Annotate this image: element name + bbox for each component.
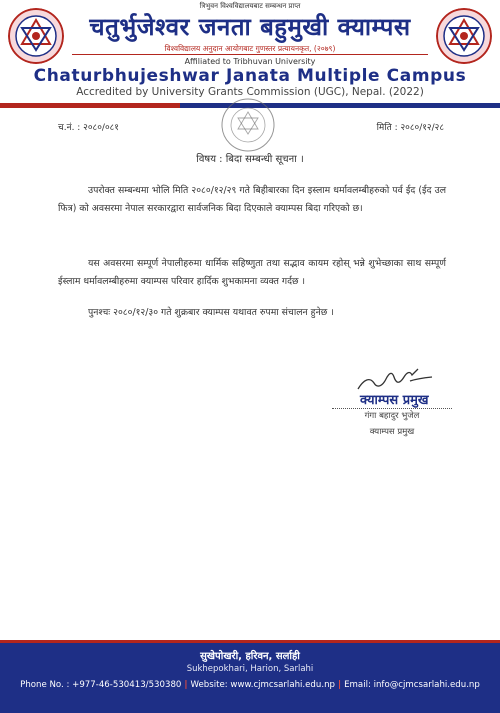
campus-name-english: Chaturbhujeshwar Janata Multiple Campus — [33, 66, 467, 86]
footer-website-link[interactable]: Website: www.cjmcsarlahi.edu.np — [190, 680, 335, 690]
separator: | — [337, 680, 342, 690]
footer-email-link[interactable]: Email: info@cjmcsarlahi.edu.np — [344, 680, 480, 690]
body-paragraph: यस अवसरमा सम्पूर्ण नेपालीहरुमा धार्मिक सहिष्णुता तथा सद्भाव कायम रहोस् भन्ने शुभेच्छाका साथ सम्पूर्ण ईस्लाम धर्मावलम्बीहरुमा क्याम्पस परिवार हार्दिक शुभकामना व्यक्त गर्दछ । — [58, 258, 446, 287]
footer-accent — [0, 640, 500, 643]
ugc-accreditation-nepali: विश्वविद्यालय अनुदान आयोगबाट गुणस्तर प्रत्यायनकृत, (२०७९) — [164, 44, 336, 53]
footer-contact-row — [0, 680, 500, 690]
footer-address-nepali: सुखेपोखरी, हरिवन, सर्लाही — [200, 651, 300, 662]
footer-phone: Phone No. : +977-46-530413/530380 — [20, 680, 182, 690]
affiliation-english: Affiliated to Tribhuvan University — [184, 57, 316, 66]
header-affiliation-nepali: त्रिभुवन विश्वविद्यालयबाट सम्बन्धन प्राप्त — [199, 2, 301, 10]
body-paragraph: पुनश्चः २०८०/१२/३० गते शुक्रबार क्याम्पस यथावत रुपमा संचालन हुनेछ । — [88, 307, 334, 318]
signature-line — [332, 408, 452, 409]
letter-date: मिति : २०८०/१२/२८ — [376, 123, 444, 133]
header-divider — [72, 54, 428, 55]
reference-number: च.नं. : २०८०/०८१ — [58, 123, 119, 133]
separator: | — [184, 680, 188, 690]
signatory-role: क्याम्पस प्रमुख — [369, 427, 415, 437]
campus-chief-stamp: क्याम्पस प्रमुख — [360, 393, 429, 408]
signatory-name: गंगा बहादुर भुजेल — [364, 411, 420, 421]
campus-name-nepali: चतुर्भुजेश्वर जनता बहुमुखी क्याम्पस — [89, 12, 411, 41]
body-paragraph: उपरोक्त सम्बन्धमा भोलि मिति २०८०/१२/२९ गते बिहीबारका दिन इस्लाम धर्मावलम्बीहरुको पर्व ईद (ईद उल फित्र) को अवसरमा नेपाल सरकारद्वारा सार्वजनिक बिदा दिएकाले क्याम्पस बिदा गरिएको छ। — [58, 185, 446, 214]
footer-address-english: Sukhepokhari, Harion, Sarlahi — [186, 664, 314, 674]
accreditation-english: Accredited by University Grants Commission (UGC), Nepal. (2022) — [76, 86, 424, 98]
office-stamp — [218, 96, 278, 154]
letter-subject: विषय : बिदा सम्बन्धी सूचना । — [196, 154, 304, 165]
